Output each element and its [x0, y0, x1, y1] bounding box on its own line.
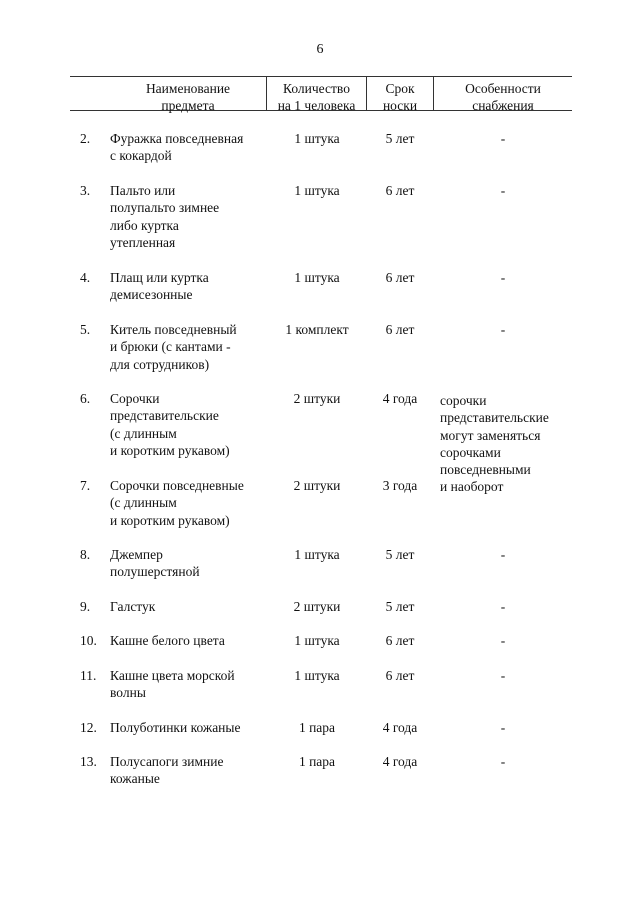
item-term: 5 лет [385, 547, 415, 562]
item-quantity: 1 штука [294, 633, 340, 648]
header-name: Наименование предмета [145, 81, 231, 113]
item-quantity: 1 штука [294, 668, 340, 683]
item-term: 6 лет [385, 322, 415, 337]
row-number: 10. [80, 633, 97, 648]
row-number: 7. [80, 478, 91, 493]
item-quantity: 1 комплект [285, 322, 349, 337]
item-term: 4 года [382, 720, 418, 735]
item-quantity: 1 пара [298, 720, 336, 735]
item-feature: - [500, 754, 506, 769]
item-feature: - [500, 547, 506, 562]
page-number: 6 [316, 42, 324, 57]
row-number: 9. [80, 599, 91, 614]
item-feature: - [500, 668, 506, 683]
item-term: 5 лет [385, 599, 415, 614]
header-top-rule [70, 76, 572, 77]
item-name: Фуражка повседневная с кокардой [110, 131, 244, 164]
item-name: Сорочки повседневные (с длинным и коротким рукавом) [110, 478, 244, 528]
item-feature: - [500, 322, 506, 337]
item-name: Китель повседневный и брюки (с кантами - для сотрудников) [110, 322, 237, 372]
item-feature: - [500, 183, 506, 198]
item-term: 4 года [382, 754, 418, 769]
item-quantity: 1 штука [294, 547, 340, 562]
item-name: Кашне белого цвета [110, 633, 225, 648]
item-quantity: 2 штуки [293, 478, 341, 493]
item-quantity: 1 штука [294, 131, 340, 146]
item-term: 6 лет [385, 183, 415, 198]
item-term: 5 лет [385, 131, 415, 146]
item-quantity: 2 штуки [293, 391, 341, 406]
item-term: 6 лет [385, 633, 415, 648]
header-quantity: Количество на 1 человека [277, 81, 356, 113]
item-name: Джемпер полушерстяной [110, 547, 200, 580]
item-feature: - [500, 633, 506, 648]
item-quantity: 2 штуки [293, 599, 341, 614]
header-features: Особенности снабжения [465, 81, 541, 113]
item-name: Полусапоги зимние кожаные [110, 754, 224, 787]
item-feature: - [500, 131, 506, 146]
row-number: 5. [80, 322, 91, 337]
item-term: 6 лет [385, 668, 415, 683]
item-quantity: 1 штука [294, 183, 340, 198]
shared-feature-note: сорочки представительские могут заменяться сорочками повседневными и наоборот [440, 393, 549, 495]
row-number: 3. [80, 183, 91, 198]
item-quantity: 1 пара [298, 754, 336, 769]
item-name: Полуботинки кожаные [110, 720, 241, 735]
row-number: 12. [80, 720, 97, 735]
row-number: 4. [80, 270, 91, 285]
item-name: Плащ или куртка демисезонные [110, 270, 209, 303]
item-name: Кашне цвета морской волны [110, 668, 235, 701]
row-number: 6. [80, 391, 91, 406]
row-number: 13. [80, 754, 97, 769]
item-name: Сорочки представительские (с длинным и коротким рукавом) [110, 391, 230, 458]
item-name: Галстук [110, 599, 156, 614]
item-quantity: 1 штука [294, 270, 340, 285]
item-term: 4 года [382, 391, 418, 406]
row-number: 11. [80, 668, 97, 683]
header-term: Срок носки [382, 81, 418, 113]
item-feature: - [500, 270, 506, 285]
item-term: 6 лет [385, 270, 415, 285]
row-number: 2. [80, 131, 91, 146]
item-feature: - [500, 599, 506, 614]
item-term: 3 года [382, 478, 418, 493]
item-name: Пальто или полупальто зимнее либо куртка утепленная [110, 183, 220, 250]
item-feature: - [500, 720, 506, 735]
row-number: 8. [80, 547, 91, 562]
